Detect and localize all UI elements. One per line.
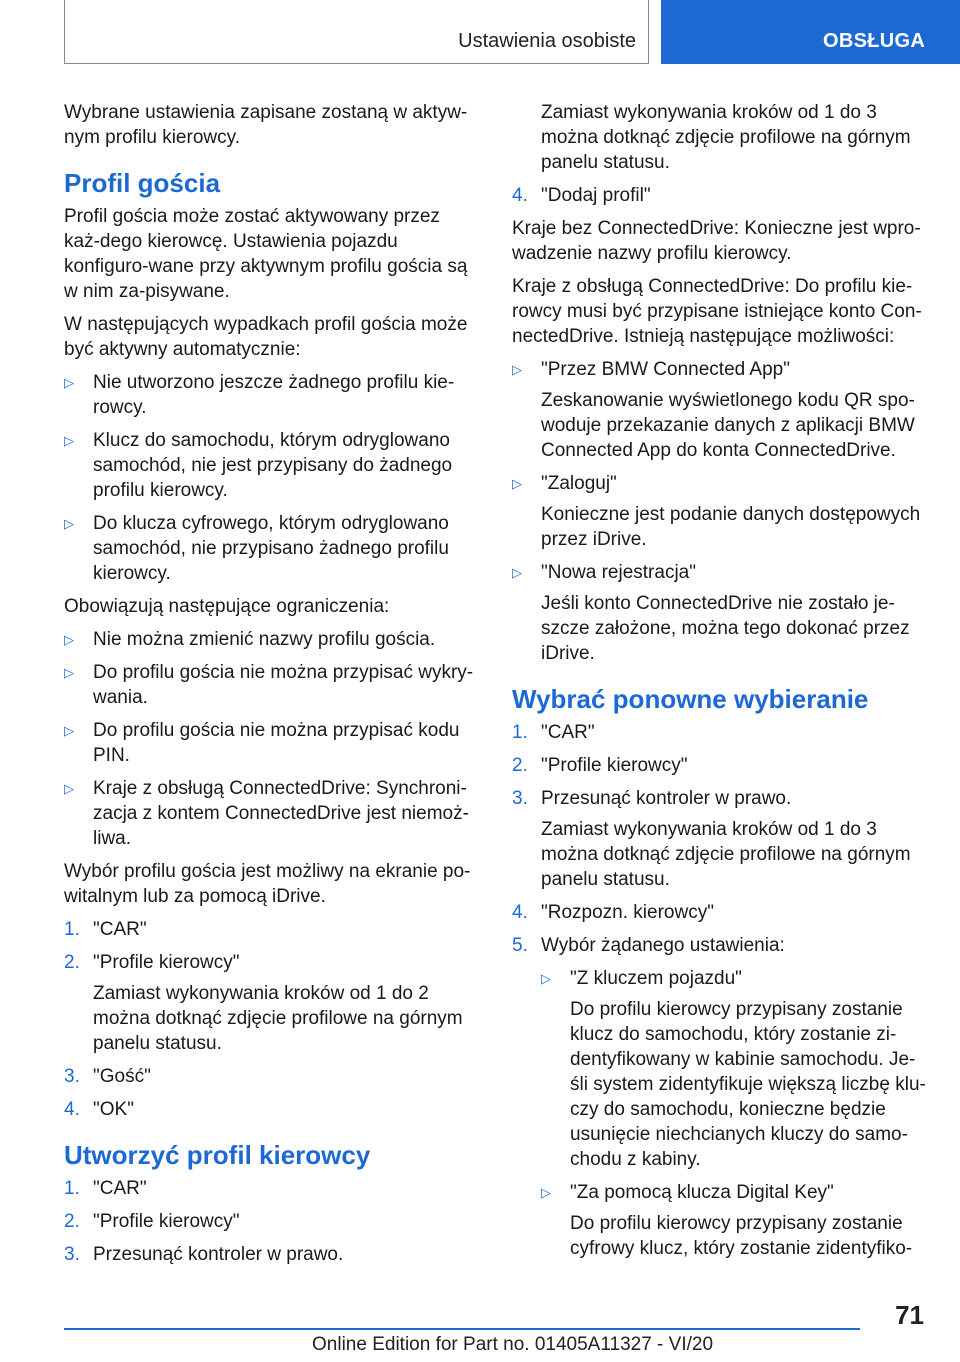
bullet-arrow-icon: ▷: [541, 1185, 551, 1200]
left-column: [64, 100, 478, 1275]
list-item: ▷ "Zaloguj" Konieczne jest podanie danych dostępowych przez iDrive.: [512, 473, 921, 550]
bullet-arrow-icon: ▷: [64, 723, 74, 738]
step-note: Zamiast wykonywania kroków od 1 do 3 można dotknąć zdjęcie profilowe na górnym panelu statusu.: [541, 819, 911, 890]
step-item: 1. "CAR": [64, 1178, 147, 1199]
step-item: 3. Przesunąć kontroler w prawo. Zamiast wykonywania kroków od 1 do 3 można dotknąć zdjęcie profilowe na górnym panelu statusu.: [512, 786, 926, 892]
step-number: 4.: [512, 902, 528, 923]
step-item: 2. "Profile kierowcy": [64, 1211, 240, 1232]
step-item: 4. "Rozpozn. kierowcy": [512, 902, 714, 923]
step-item: 3. Przesunąć kontroler w prawo.: [64, 1244, 344, 1265]
step-item: 4. "OK": [64, 1099, 134, 1120]
bullet-arrow-icon: ▷: [512, 565, 522, 580]
list-item: ▷ Do profilu gościa nie można przypisać wykry-wania.: [64, 662, 474, 708]
paragraph: Wybór profilu gościa jest możliwy na ekranie po-witalnym lub za pomocą iDrive.: [64, 861, 471, 907]
footer-edition: Online Edition for Part no. 01405A11327 - VI/20: [312, 1334, 714, 1355]
step-item: 1. "CAR": [64, 919, 147, 940]
list-item: ▷ "Z kluczem pojazdu" Do profilu kierowcy przypisany zostanie klucz do samochodu, który zostanie zi-dentyfikowany w kabinie samochodu. Je-śli system zidentyfikuje większą liczbę klu-czy do samochodu, konieczne będzie usunięcie niechcianych kluczy do samo-chodu z kabiny.: [541, 968, 926, 1170]
step-item: 1. "CAR": [512, 722, 595, 743]
bullet-arrow-icon: ▷: [64, 433, 74, 448]
bullet-arrow-icon: ▷: [64, 632, 74, 647]
step-note: Zamiast wykonywania kroków od 1 do 2 można dotknąć zdjęcie profilowe na górnym panelu statusu.: [93, 983, 463, 1054]
paragraph: Kraje bez ConnectedDrive: Konieczne jest wpro-wadzenie nazwy profilu kierowcy.: [512, 218, 921, 264]
step-number: 4.: [64, 1099, 80, 1120]
list-item: ▷ "Nowa rejestracja" Jeśli konto ConnectedDrive nie zostało je-szcze założone, można tego dokonać przez iDrive.: [512, 562, 910, 664]
bullet-arrow-icon: ▷: [512, 362, 522, 377]
bullet-arrow-icon: ▷: [64, 375, 74, 390]
step-item: 5. Wybór żądanego ustawienia: ▷ "Z kluczem pojazdu" Do profilu kierowcy przypisany zostanie klucz do samochodu, który zostanie zi-dentyfikowany w kabinie samochodu. Je-śli system zidentyfikuje większą liczbę klu-czy do samochodu, konieczne będzie usunięcie niechcianych kluczy do samo-chodu z kabiny. ▷ "Za pomocą klucza Digital Key" Do profilu kierowcy przypisany zostanie cyfrowy klucz, który zostanie zidentyfiko-: [512, 933, 926, 1269]
paragraph: W następujących wypadkach profil gościa może być aktywny automatycznie:: [64, 314, 468, 360]
heading-select-redial: Wybrać ponowne wybieranie: [512, 684, 869, 714]
list-item: ▷ Do profilu gościa nie można przypisać kodu PIN.: [64, 720, 460, 766]
heading-guest-profile: Profil gościa: [64, 168, 221, 198]
bullet-arrow-icon: ▷: [64, 516, 74, 531]
right-column: [512, 100, 926, 1277]
step-number: 2.: [512, 755, 528, 776]
list-item: ▷ Kraje z obsługą ConnectedDrive: Synchroni-zacja z kontem ConnectedDrive jest niemoż-liwa.: [64, 778, 469, 849]
paragraph: Kraje z obsługą ConnectedDrive: Do profilu kie-rowcy musi być przypisane istniejące konto Con-nectedDrive. Istnieją następujące możliwości:: [512, 276, 922, 347]
page-number: 71: [895, 1300, 924, 1330]
step-number: 2.: [64, 1211, 80, 1232]
list-item: ▷ "Za pomocą klucza Digital Key" Do profilu kierowcy przypisany zostanie cyfrowy klucz, który zostanie zidentyfiko-: [541, 1182, 913, 1259]
list-item: ▷ Nie utworzono jeszcze żadnego profilu kie-rowcy.: [64, 372, 455, 418]
heading-create-profile: Utworzyć profil kierowcy: [64, 1140, 371, 1170]
bullet-arrow-icon: ▷: [64, 665, 74, 680]
list-item: ▷ Nie można zmienić nazwy profilu gościa.: [64, 629, 436, 650]
intro-paragraph: Wybrane ustawienia zapisane zostaną w aktyw-nym profilu kierowcy.: [64, 102, 468, 148]
list-item: ▷ Do klucza cyfrowego, którym odryglowano samochód, nie przypisano żadnego profilu kierowcy.: [64, 513, 449, 584]
bullet-arrow-icon: ▷: [541, 971, 551, 986]
step-number: 1.: [64, 1178, 80, 1199]
step-item: 2. "Profile kierowcy" Zamiast wykonywania kroków od 1 do 2 można dotknąć zdjęcie profilowe na górnym panelu statusu.: [64, 950, 478, 1056]
step-number: 5.: [512, 935, 528, 956]
header-chapter-tab: OBSŁUGA: [661, 0, 960, 64]
paragraph: Profil gościa może zostać aktywowany przez każ-dego kierowcę. Ustawienia pojazdu konfiguro-wane przy aktywnym profilu gościa są w nim za-pisywane.: [64, 206, 468, 302]
list-item: ▷ "Przez BMW Connected App" Zeskanowanie wyświetlonego kodu QR spo-woduje przekazanie danych z aplikacji BMW Connected App do konta ConnectedDrive.: [512, 359, 915, 461]
footer-rule: [64, 1328, 860, 1330]
step-note-continued: Zamiast wykonywania kroków od 1 do 3 można dotknąć zdjęcie profilowe na górnym panelu statusu.: [541, 102, 911, 173]
step-number: 3.: [64, 1066, 80, 1087]
bullet-arrow-icon: ▷: [64, 781, 74, 796]
header-section-box: [64, 0, 649, 64]
step-number: 1.: [512, 722, 528, 743]
step-number: 1.: [64, 919, 80, 940]
step-item: 4. "Dodaj profil": [512, 185, 651, 206]
bullet-arrow-icon: ▷: [512, 476, 522, 491]
step-item: 2. "Profile kierowcy": [512, 755, 688, 776]
header-section-title: Ustawienia osobiste: [458, 30, 636, 52]
paragraph: Obowiązują następujące ograniczenia:: [64, 596, 390, 617]
step-number: 3.: [64, 1244, 80, 1265]
step-number: 4.: [512, 185, 528, 206]
step-number: 2.: [64, 952, 80, 973]
step-number: 3.: [512, 788, 528, 809]
list-item: ▷ Klucz do samochodu, którym odryglowano samochód, nie jest przypisany do żadnego profilu kierowcy.: [64, 430, 453, 501]
step-item: 3. "Gość": [64, 1066, 151, 1087]
